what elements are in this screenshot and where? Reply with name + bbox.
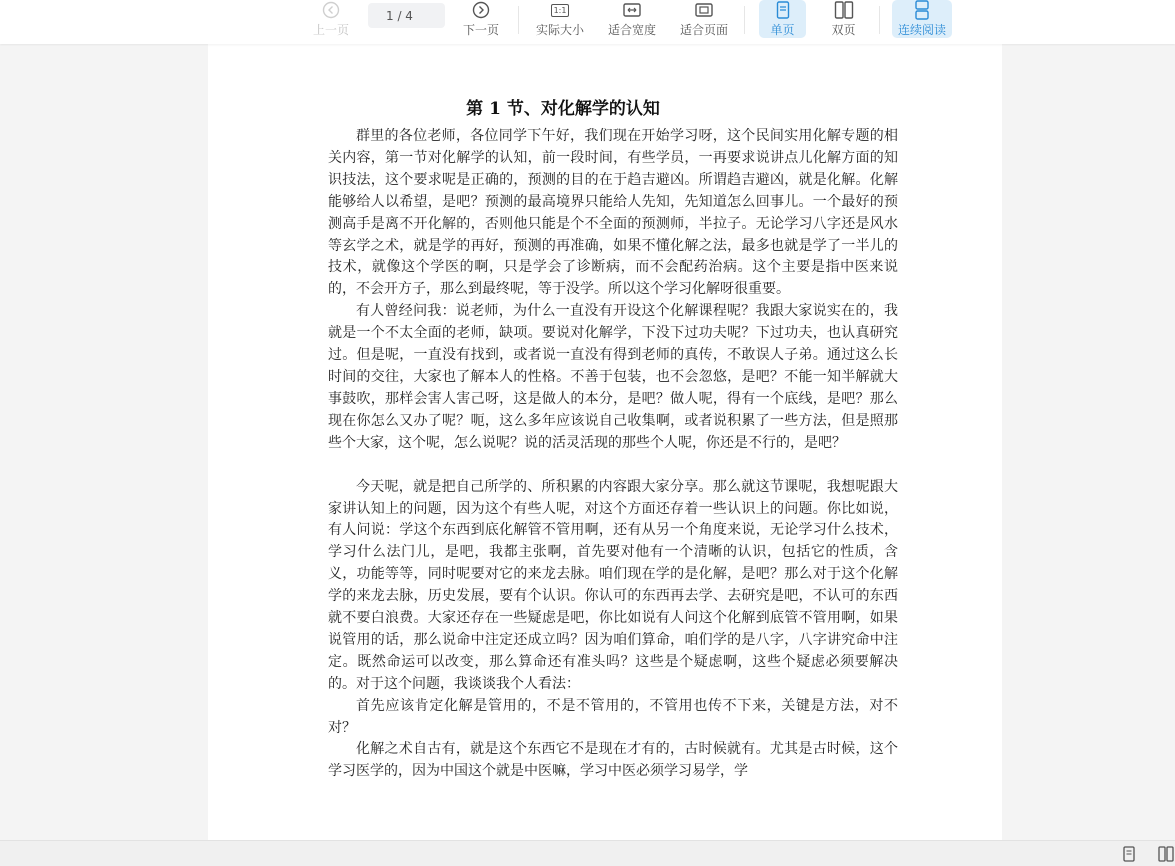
paragraph: 今天呢，就是把自己所学的、所积累的内容跟大家分享。那么就这节课呢，我想呢跟大家讲认知上的问题，因为这个有些人呢，对这个方面还存着一些认识上的问题。你比如说，有人问说：学这个东西到底化解管不管用啊，还有从另一个角度来说，无论学习什么技术，学习什么法门儿，是吧，我都主张啊，首先要对他有一个清晰的认识，包括它的性质，含义，功能等等，同时呢要对它的来龙去脉。咱们现在学的是化解，是吧？那么对于这个化解学的来龙去脉，历史发展，要有个认识。你认可的东西再去学、去研究是吧，不认可的东西就不要白浪费。大家还存在一些疑虑是吧，你比如说有人问这个化解到底管不管用啊，如果说管用的话，那么说命中注定还成立吗？因为咱们算命，咱们学的是八字，八字讲究命中注定。既然命运可以改变，那么算命还有准头吗？这些是个疑虑啊，这些个疑虑必须要解决的。对于这个问题，我谈谈我个人看法： xyxy=(328,478,898,692)
double-page-button[interactable] xyxy=(820,0,867,40)
continuous-reading-label: 连续阅读 xyxy=(897,23,946,37)
fit-width-button[interactable] xyxy=(605,0,659,40)
actual-size-icon: 1:1 xyxy=(551,0,570,20)
single-page-icon xyxy=(776,0,790,20)
fit-page-button[interactable] xyxy=(677,0,731,40)
next-page-button[interactable] xyxy=(459,0,503,40)
continuous-reading-button[interactable] xyxy=(892,0,952,38)
viewer-toolbar xyxy=(0,0,1175,44)
prev-page-button[interactable] xyxy=(309,0,353,40)
single-page-label: 单页 xyxy=(770,23,795,37)
paragraph: 化解之术自古有，就是这个东西它不是现在才有的，古时候就有。尤其是古时候，这个学习医学的，因为中国这个就是中医嘛，学习中医必须学习易学，学 xyxy=(328,741,898,780)
paragraph: 首先应该肯定化解是管用的，不是不管用的，不管用也传不下来，关键是方法，对不对？ xyxy=(328,697,898,736)
chevron-right-icon xyxy=(472,0,490,20)
fit-page-label: 适合页面 xyxy=(679,23,728,37)
section-title: 第 1 节、对化解学的认知 xyxy=(466,99,660,119)
toolbar-divider xyxy=(744,6,745,34)
page-number-input[interactable] xyxy=(368,3,445,28)
double-page-icon[interactable] xyxy=(1158,846,1174,862)
chevron-left-icon xyxy=(322,0,340,20)
document-body xyxy=(328,126,898,783)
status-bar xyxy=(0,840,1175,866)
fit-page-icon xyxy=(695,0,713,20)
single-page-icon[interactable] xyxy=(1122,846,1138,862)
double-page-label: 双页 xyxy=(831,23,856,37)
toolbar-divider xyxy=(518,6,519,34)
paragraph: 群里的各位老师，各位同学下午好，我们现在开始学习呀，这个民间实用化解专题的相关内容，第一节对化解学的认知，前一段时间，有些学员，一再要求说讲点儿化解方面的知识技法，这个要求呢是正确的，预测的目的在于趋吉避凶。所谓趋吉避凶，就是化解。化解能够给人以希望，是吧？预测的最高境界只能给人先知，先知道怎么回事儿。一个最好的预测高手是离不开化解的，否则他只能是个不全面的预测师，半拉子。无论学习八字还是风水等玄学之术，就是学的再好，预测的再准确，如果不懂化解之法，最多也就是学了一半儿的技术，就像这个学医的啊，只是学会了诊断病，而不会配药治病。这个主要是指中医来说的，不会开方子，那么到最终呢，等于没学。所以这个学习化解呀很重要。 xyxy=(328,128,898,298)
actual-size-label: 实际大小 xyxy=(535,23,584,37)
page-indicator-text: 1 / 4 xyxy=(386,8,413,23)
double-page-icon xyxy=(834,0,854,20)
fit-width-icon xyxy=(623,0,641,20)
actual-size-button[interactable] xyxy=(533,0,587,40)
document-page xyxy=(208,44,1002,840)
single-page-button[interactable] xyxy=(759,0,806,38)
continuous-scroll-icon xyxy=(914,0,930,20)
toolbar-divider xyxy=(879,6,880,34)
next-page-label: 下一页 xyxy=(462,23,499,37)
paragraph: 有人曾经问我：说老师，为什么一直没有开设这个化解课程呢？我跟大家说实在的，我就是一个不太全面的老师，缺项。要说对化解学，下没下过功夫呢？下过功夫，也认真研究过。但是呢，一直没有找到，或者说一直没有得到老师的真传，不敢误人子弟。通过这么长时间的交往，大家也了解本人的性格。不善于包装，也不会忽悠，是吧？不能一知半解就大事鼓吹，那样会害人害己呀，这是做人的本分，是吧？做人呢，得有一个底线，是吧？那么现在你怎么又办了呢？呃，这么多年应该说自己收集啊，或者说积累了一些方法，但是照那些个大家，这个呢，怎么说呢？说的活灵活现的那些个人呢，你还是不行的，是吧？ xyxy=(328,303,898,451)
prev-page-label: 上一页 xyxy=(312,23,349,37)
fit-width-label: 适合宽度 xyxy=(607,23,656,37)
